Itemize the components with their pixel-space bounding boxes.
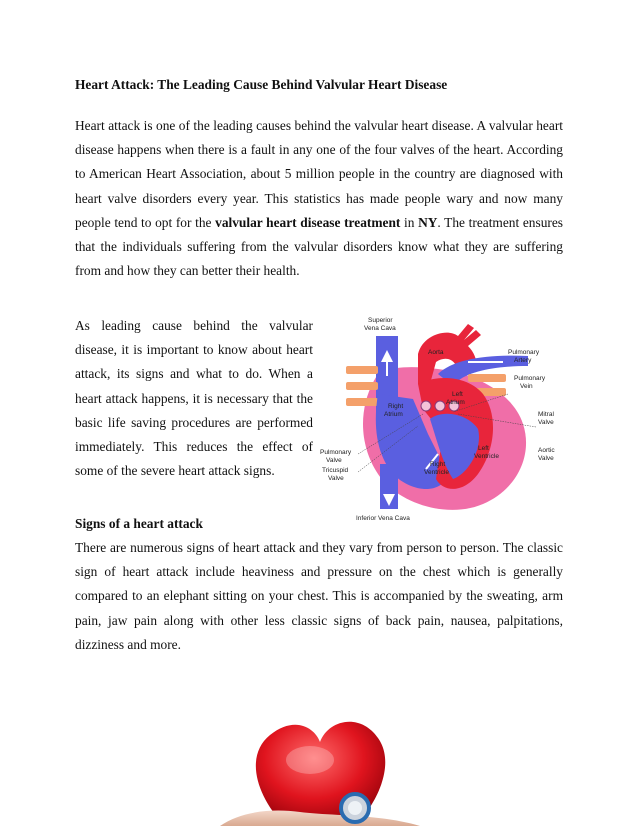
label-aorta: Aorta — [428, 349, 444, 356]
label-pulmonary-valve-2: Valve — [326, 457, 342, 464]
label-right-atrium-1: Right — [388, 403, 404, 410]
label-mitral-valve-1: Mitral — [538, 411, 554, 418]
label-right-ventricle-2: Ventricle — [424, 469, 449, 476]
intro-paragraph — [75, 114, 563, 283]
label-superior-vena-cava-1: Superior — [368, 317, 393, 324]
label-pulmonary-vein-1: Pulmonary — [514, 375, 546, 382]
signs-heading: Signs of a heart attack — [75, 516, 203, 531]
label-pulmonary-artery-2: Artery — [514, 357, 532, 364]
label-left-atrium-1: Left — [452, 391, 463, 398]
document-title: Heart Attack: The Leading Cause Behind Valvular Heart Disease — [75, 77, 448, 92]
label-pulmonary-vein-2: Vein — [520, 383, 533, 390]
heart-anatomy-diagram — [318, 314, 564, 526]
label-aortic-valve-1: Aortic — [538, 447, 555, 454]
intro-text-2: in — [400, 214, 419, 230]
label-pulmonary-valve-1: Pulmonary — [320, 449, 352, 456]
label-inferior-vena-cava: Inferior Vena Cava — [356, 515, 410, 522]
side-paragraph: As leading cause behind the valvular disease, it is important to know about heart attack, its signs and what to do. When a heart attack happens, it is necessary that the basic life saving procedures are performed immediately. This reduces the effect of some of the severe heart attack signs. — [75, 318, 313, 479]
label-left-ventricle-2: Ventricle — [474, 453, 499, 460]
label-right-atrium-2: Atrium — [384, 411, 403, 418]
label-tricuspid-valve-1: Tricuspid — [322, 467, 349, 474]
label-right-ventricle-1: Right — [430, 461, 446, 468]
intro-bold-location: NY — [418, 214, 438, 230]
label-superior-vena-cava-2: Vena Cava — [364, 325, 396, 332]
label-aortic-valve-2: Valve — [538, 455, 554, 462]
intro-text-3: . The treatment ensures that the individuals suffering from the valvular disorders know what they are suffering from and how they can better their health. — [75, 214, 563, 279]
heart-stethoscope-photo — [0, 700, 638, 826]
intro-bold-treatment: valvular heart disease treatment — [215, 214, 401, 230]
label-left-atrium-2: Atrium — [446, 399, 465, 406]
label-pulmonary-artery-1: Pulmonary — [508, 349, 540, 356]
intro-text-1: Heart attack is one of the leading causes behind the valvular heart disease. A valvular heart disease happens when there is a fault in any one of the four valves of the heart. According to American Heart Association, about 5 million people in the country are diagnosed with heart valve disorders every year. This statistics has made people wary and now many people tend to opt for the — [75, 118, 563, 230]
label-left-ventricle-1: Left — [478, 445, 489, 452]
label-mitral-valve-2: Valve — [538, 419, 554, 426]
signs-paragraph: There are numerous signs of heart attack and they vary from person to person. The classic sign of heart attack include heaviness and pressure on the chest which is generally compared to an elephant sitting on your chest. This is accompanied by the sweating, arm pain, jaw pain along with other less classic signs of back pain, nausea, palpitations, dizziness and more. — [75, 540, 563, 652]
label-tricuspid-valve-2: Valve — [328, 475, 344, 482]
